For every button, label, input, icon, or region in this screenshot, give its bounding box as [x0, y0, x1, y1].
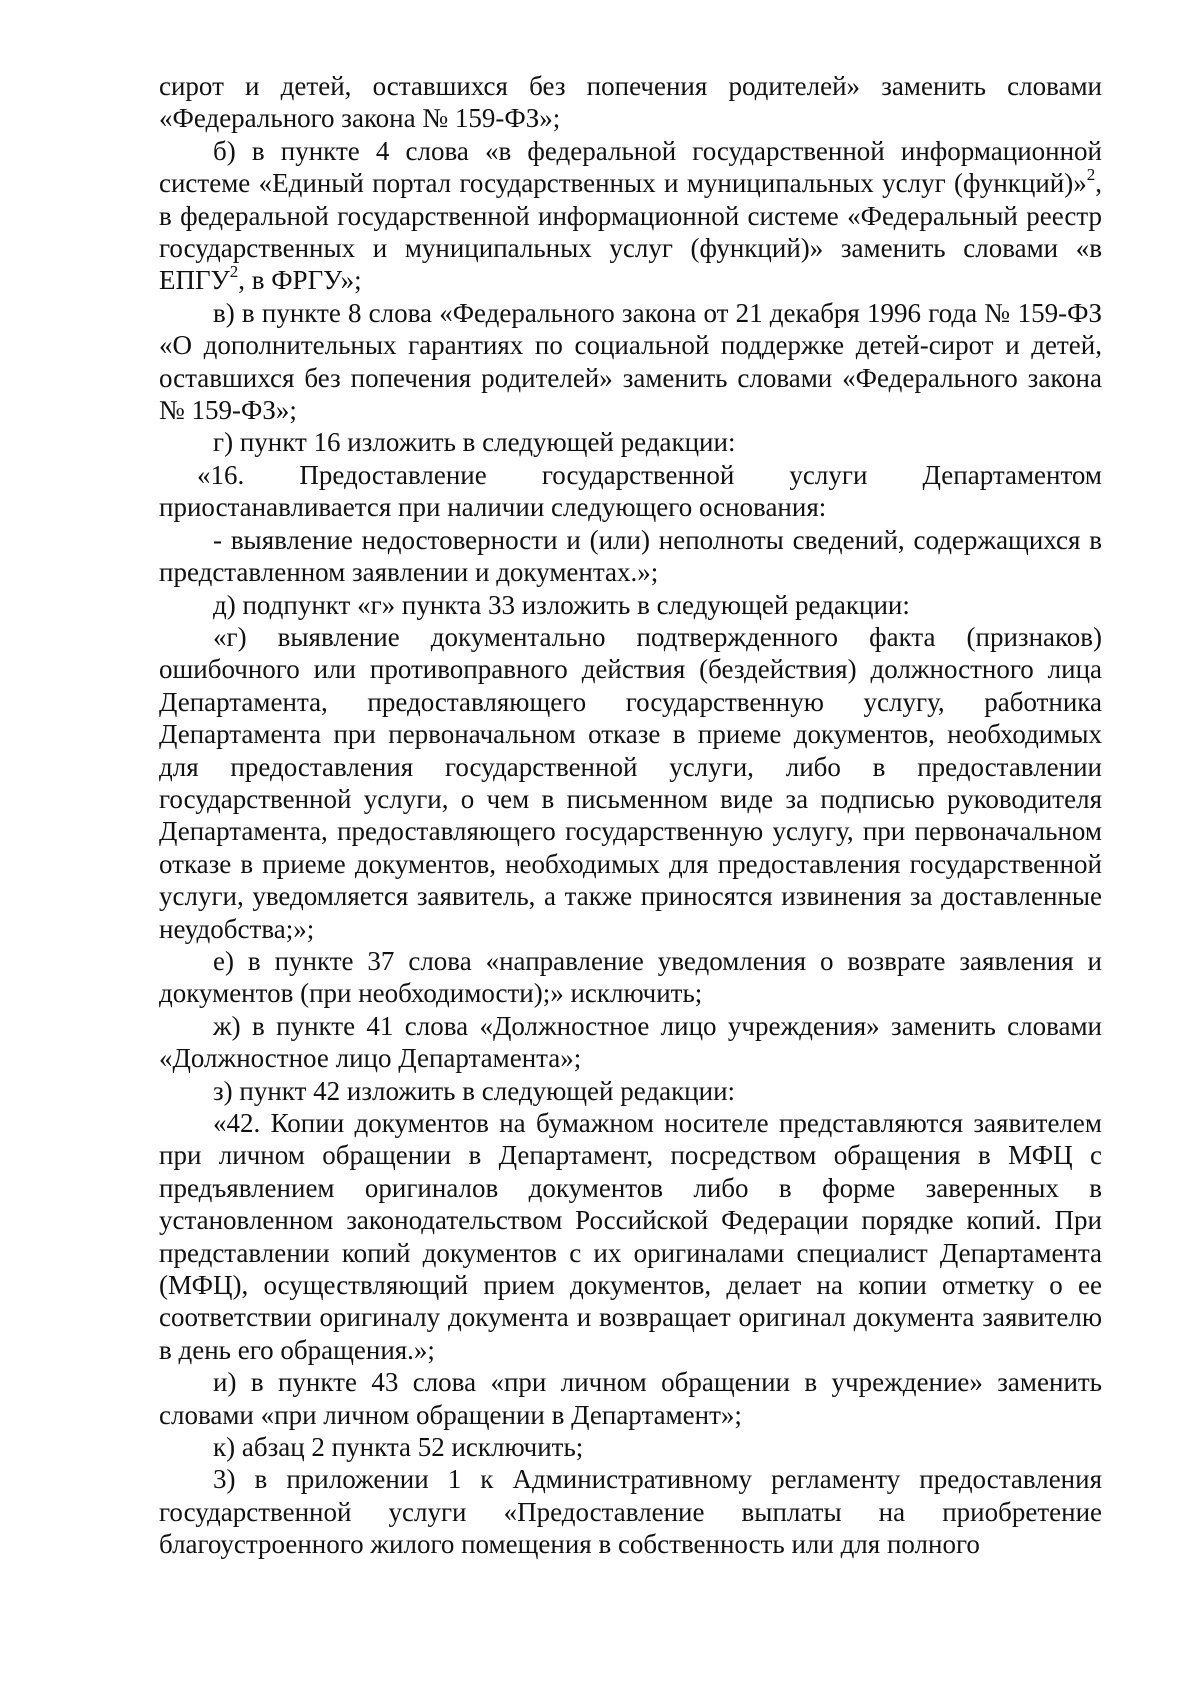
paragraph-item-zh: ж) в пункте 41 слова «Должностное лицо учреждения» заменить словами «Должностное лицо Департамента»;: [159, 1010, 1102, 1074]
paragraph-item-i: и) в пункте 43 слова «при личном обращении в учреждение» заменить словами «при личном обращении в Департамент»;: [159, 1367, 1102, 1430]
paragraph-item-b: [159, 135, 1102, 297]
paragraph-item-b-text-b: , в федеральной государственной информационной системе «Федеральный реестр государственных и муниципальных услуг (функций)» заменить словами «в ЕПГУ: [159, 168, 1102, 296]
paragraph-item-z: з) пункт 42 изложить в следующей редакции:: [213, 1075, 736, 1106]
paragraph-quote-42: «42. Копии документов на бумажном носителе представляются заявителем при личном обращении в Департамент, посредством обращения в МФЦ с предъявлением оригиналов документов либо в форме заверенных в установленном законодательством Российской Федерации порядке копий. При представлении копий документов с их оригиналами специалист Департамента (МФЦ), осуществляющий прием документов, делает на копии отметку о ее соответствии оригиналу документа и возвращает оригинал документа заявителю в день его обращения.»;: [159, 1108, 1102, 1365]
paragraph-item-b-text-c: , в ФРГУ»;: [238, 265, 362, 296]
paragraph-item-k: к) абзац 2 пункта 52 исключить;: [213, 1432, 584, 1463]
document-body: [159, 70, 1102, 1561]
paragraph-item-d: д) подпункт «г» пункта 33 изложить в следующей редакции:: [213, 589, 910, 620]
paragraph-quote-16: «16. Предоставление государственной услуги Департаментом приостанавливается при наличии следующего основания:: [159, 459, 1102, 523]
paragraph-quote-16-bullet: - выявление недостоверности и (или) неполноты сведений, содержащихся в представленном заявлении и документах.»;: [159, 524, 1102, 588]
paragraph-item-3: 3) в приложении 1 к Административному регламенту предоставления государственной услуги «Предоставление выплаты на приобретение благоустроенного жилого помещения в собственность или для полного: [159, 1464, 1102, 1560]
paragraph-item-g: г) пункт 16 изложить в следующей редакции:: [213, 427, 736, 458]
paragraph-item-v: в) в пункте 8 слова «Федерального закона от 21 декабря 1996 года № 159-ФЗ «О дополнительных гарантиях по социальной поддержке детей-сирот и детей, оставшихся без попечения родителей» заменить словами «Федерального закона № 159-ФЗ»;: [159, 297, 1102, 426]
paragraph-item-b-text-a: б) в пункте 4 слова «в федеральной государственной информационной системе «Единый портал государственных и муниципальных услуг (функций)»: [159, 135, 1102, 199]
paragraph-continuation: сирот и детей, оставшихся без попечения родителей» заменить словами «Федерального закона № 159-ФЗ»;: [159, 71, 1102, 134]
footnote-marker: 2: [1086, 165, 1096, 185]
paragraph-quote-g: «г) выявление документально подтвержденного факта (признаков) ошибочного или противоправного действия (бездействия) должностного лица Департамента, предоставляющего государственную услугу, работника Департамента при первоначальном отказе в приеме документов, необходимых для предоставления государственной услуги, либо в предоставлении государственной услуги, о чем в письменном виде за подписью руководителя Департамента, предоставляющего государственную услугу, при первоначальном отказе в приеме документов, необходимых для предоставления государственной услуги, уведомляется заявитель, а также приносятся извинения за доставленные неудобства;»;: [159, 621, 1102, 944]
paragraph-item-e: е) в пункте 37 слова «направление уведомления о возврате заявления и документов (при необходимости);» исключить;: [159, 945, 1102, 1009]
footnote-marker: 2: [229, 262, 239, 282]
